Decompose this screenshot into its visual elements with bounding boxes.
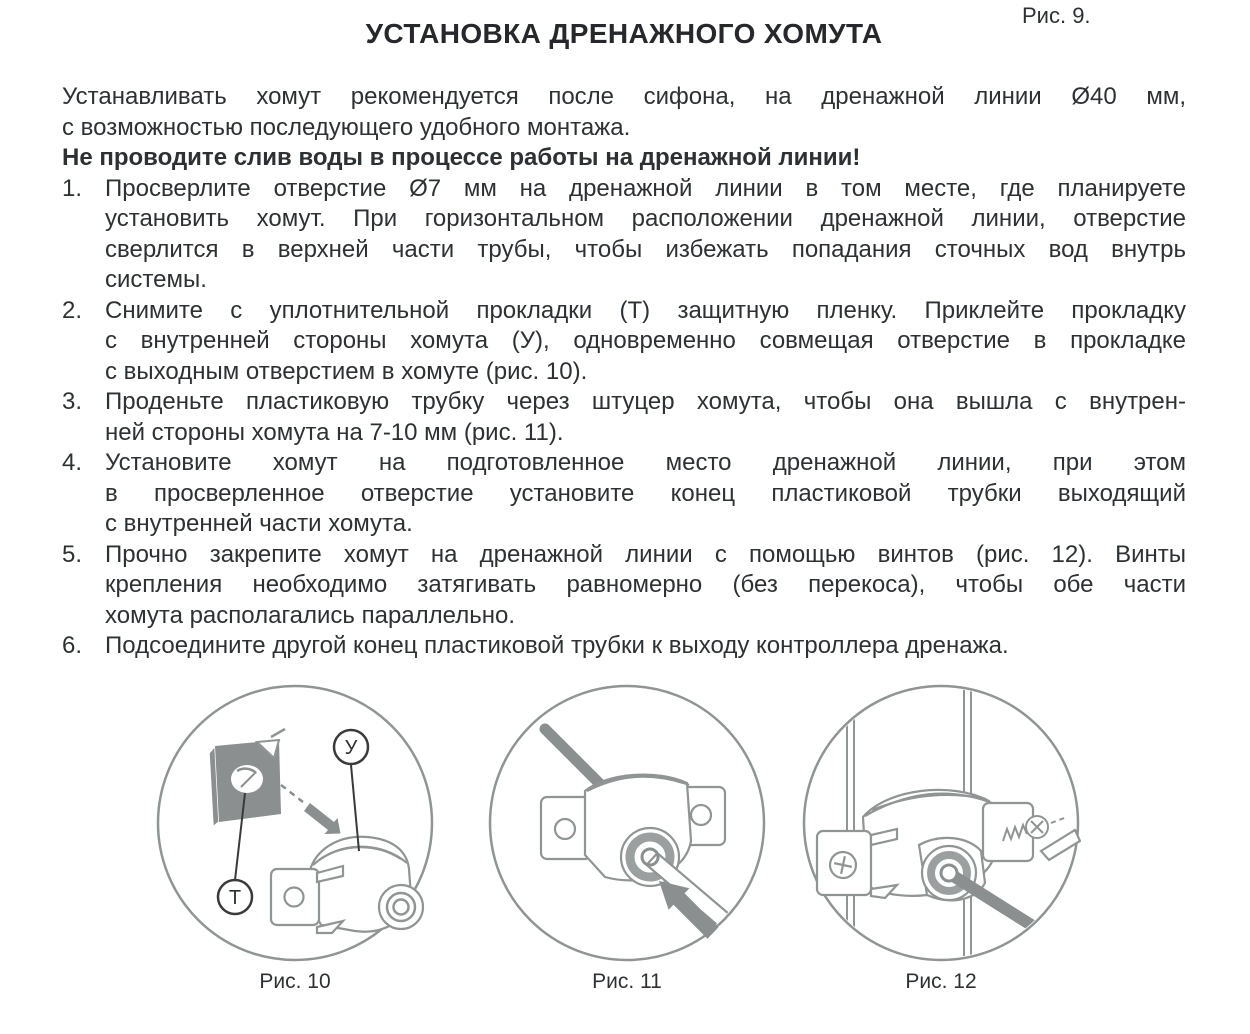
text-line: Проденьте пластиковую трубку через штуцер хомута, чтобы она вышла с внутрен- <box>105 388 1186 415</box>
text-line: сверлится в верхней части трубы, чтобы избежать попадания сточных вод внутрь <box>105 235 1186 263</box>
figure-12-illustration <box>801 683 1081 963</box>
figure-11 <box>487 683 767 994</box>
step-text <box>105 448 1186 540</box>
step-item-4 <box>62 448 1186 540</box>
figure-9-reference: Рис. 9. <box>1022 3 1091 28</box>
text-line: крепления необходимо затягивать равномерно (без перекоса), чтобы обе части <box>105 571 1186 598</box>
text-line: с возможностью последующего удобного монтажа. <box>62 113 631 141</box>
step-text <box>105 631 1186 662</box>
text-line: Просверлите отверстие Ø7 мм на дренажной линии в том месте, где планируете <box>105 174 1186 202</box>
figure-10 <box>155 683 435 994</box>
clamp-label: У <box>344 737 358 759</box>
figure-caption: Рис. 12 <box>905 970 977 993</box>
instructions-text <box>62 82 1186 662</box>
intro-paragraph <box>62 82 1186 143</box>
step-item-2 <box>62 296 1186 388</box>
text-line: с выходным отверстием в хомуте (рис. 10). <box>105 357 588 385</box>
figure-caption: Рис. 11 <box>592 970 662 993</box>
figure-10-illustration <box>155 683 435 963</box>
text-line: установить хомут. При горизонтальном расположении дренажной линии, отверстие <box>105 205 1186 232</box>
figure-11-illustration <box>487 683 767 963</box>
figure-caption: Рис. 10 <box>259 970 331 993</box>
step-number: 3. <box>62 388 83 415</box>
text-line: в просверленное отверстие установите конец пластиковой трубки выходящий <box>105 479 1186 507</box>
step-item-6 <box>62 631 1186 662</box>
flange-hole <box>285 888 304 907</box>
text-line: Подсоедините другой конец пластиковой трубки к выходу контроллера дренажа. <box>105 632 1009 659</box>
text-line: системы. <box>105 266 207 293</box>
text-line: ней стороны хомута на 7-10 мм (рис. 11). <box>105 418 564 446</box>
text-line: с внутренней части хомута. <box>105 510 413 537</box>
text-line: с внутренней стороны хомута (У), одновременно совмещая отверстие в прокладке <box>105 327 1186 354</box>
step-text <box>105 296 1186 388</box>
text-line: хомута располагались параллельно. <box>105 601 515 629</box>
gasket-label: Т <box>228 887 242 909</box>
flange-hole <box>691 805 711 825</box>
text-line: Прочно закрепите хомут на дренажной линии с помощью винтов (рис. 12). Винты <box>105 540 1186 568</box>
step-item-3 <box>62 387 1186 448</box>
step-text <box>105 540 1186 632</box>
step-text <box>105 387 1186 448</box>
step-number: 1. <box>62 174 83 202</box>
step-number: 2. <box>62 296 83 324</box>
text-line: Устанавливать хомут рекомендуется после сифона, на дренажной линии Ø40 мм, <box>62 83 1186 110</box>
page-title: УСТАНОВКА ДРЕНАЖНОГО ХОМУТА <box>365 18 883 49</box>
step-number: 4. <box>62 449 83 476</box>
step-item-5 <box>62 540 1186 632</box>
text-line: Установите хомут на подготовленное место дренажной линии, при этом <box>105 449 1186 476</box>
warning-text: Не проводите слив воды в процессе работы на дренажной линии! <box>62 144 861 171</box>
step-number: 5. <box>62 540 83 568</box>
step-item-1 <box>62 174 1186 296</box>
step-text <box>105 174 1186 296</box>
text-line: Снимите с уплотнительной прокладки (Т) защитную пленку. Приклейте прокладку <box>105 296 1186 324</box>
flange-hole <box>555 819 575 839</box>
figure-12 <box>801 683 1081 994</box>
step-number: 6. <box>62 632 83 659</box>
